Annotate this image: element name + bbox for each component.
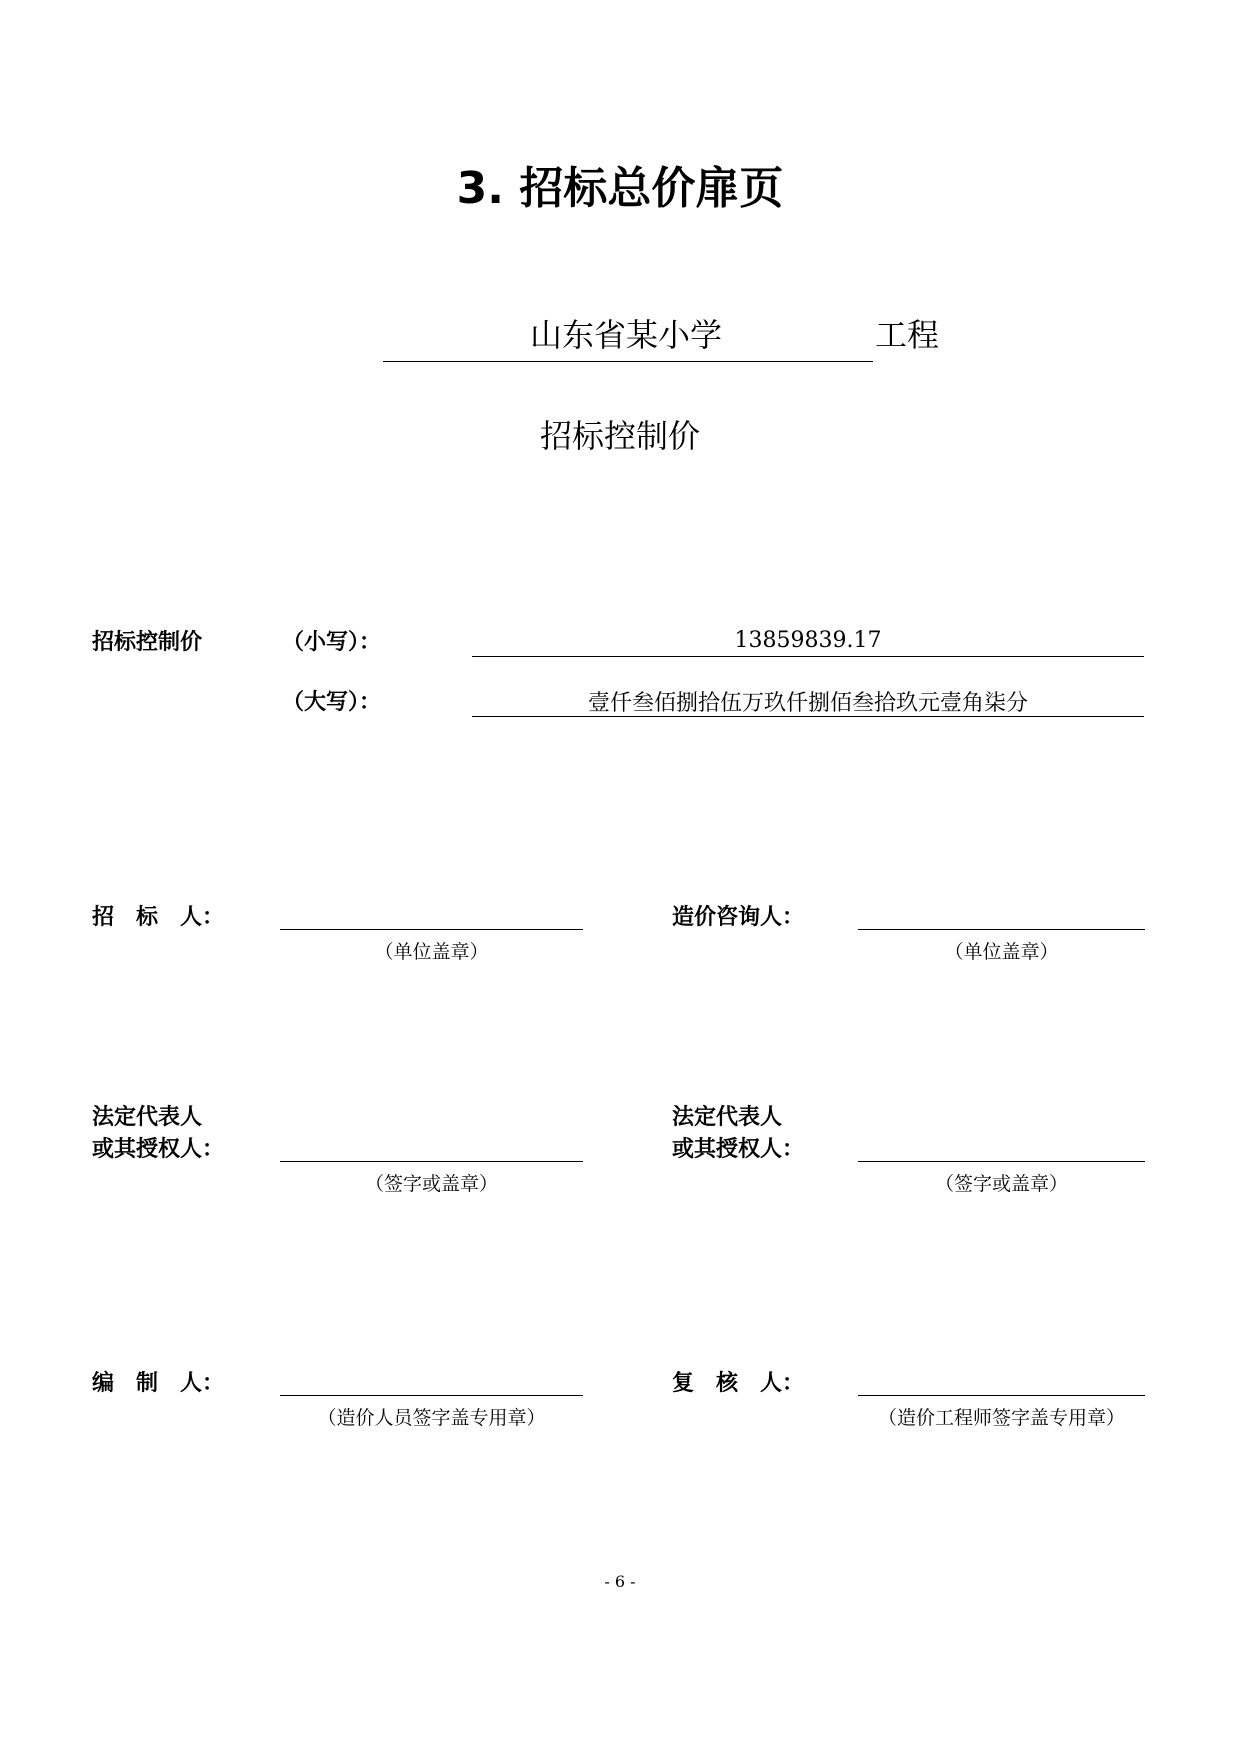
price-label: 招标控制价 bbox=[92, 630, 203, 655]
consultant-label: 造价咨询人： bbox=[672, 905, 805, 930]
legal-rep-left-line bbox=[280, 1161, 583, 1162]
tenderer-line bbox=[280, 929, 583, 930]
reviewer-note: （造价工程师签字盖专用章） bbox=[877, 1407, 1125, 1429]
page-number: - 6 - bbox=[604, 1572, 636, 1591]
price-upper-label: （大写）： bbox=[282, 690, 382, 715]
reviewer-line bbox=[858, 1395, 1145, 1396]
project-name: 山东省某小学 bbox=[530, 316, 723, 354]
consultant-line bbox=[858, 929, 1145, 930]
legal-rep-right-label-line2: 或其授权人： bbox=[672, 1137, 805, 1162]
legal-rep-left-note: （签字或盖章） bbox=[364, 1173, 498, 1195]
price-lower-value: 13859839.17 bbox=[734, 628, 882, 653]
price-lower-line bbox=[472, 656, 1144, 657]
price-upper-line bbox=[472, 716, 1144, 717]
price-lower-label: （小写）： bbox=[282, 630, 382, 655]
compiler-line bbox=[280, 1395, 583, 1396]
reviewer-label: 复 核 人： bbox=[672, 1371, 805, 1396]
compiler-note: （造价人员签字盖专用章） bbox=[317, 1407, 546, 1429]
legal-rep-right-note: （签字或盖章） bbox=[934, 1173, 1068, 1195]
legal-rep-right-line bbox=[858, 1161, 1145, 1162]
legal-rep-left-label-line1: 法定代表人 bbox=[92, 1105, 203, 1130]
tenderer-label: 招 标 人： bbox=[92, 905, 225, 930]
compiler-label: 编 制 人： bbox=[92, 1371, 225, 1396]
page-subtitle: 招标控制价 bbox=[539, 417, 700, 455]
price-upper-value: 壹仟叁佰捌拾伍万玖仟捌佰叁拾玖元壹角柒分 bbox=[587, 691, 1028, 716]
tenderer-note: （单位盖章） bbox=[374, 941, 489, 963]
legal-rep-right-label-line1: 法定代表人 bbox=[672, 1105, 783, 1130]
consultant-note: （单位盖章） bbox=[944, 941, 1059, 963]
project-suffix: 工程 bbox=[875, 316, 940, 354]
legal-rep-left-label-line2: 或其授权人： bbox=[92, 1137, 225, 1162]
page-title: 3. 招标总价扉页 bbox=[456, 163, 784, 214]
project-underline bbox=[383, 361, 873, 362]
